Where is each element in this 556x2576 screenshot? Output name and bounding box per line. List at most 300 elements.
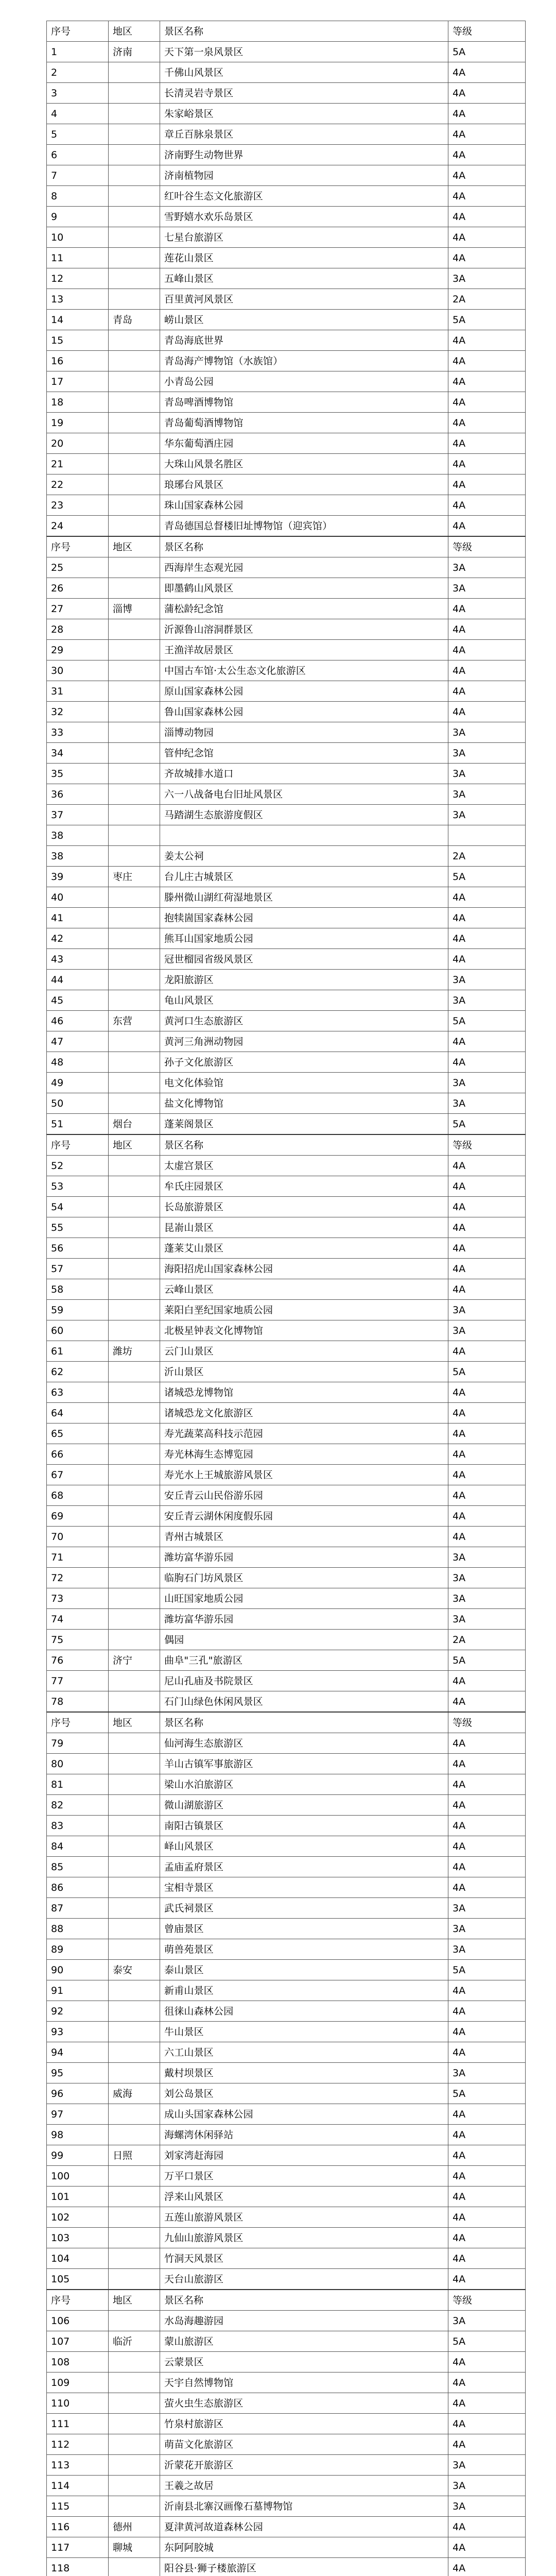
table-row [47,2063,526,2083]
cell-level: 3A [448,805,526,825]
table-row [47,433,526,454]
cell-no: 3 [47,83,109,104]
cell-name: 蓬莱阁景区 [160,1114,448,1135]
cell-no: 88 [47,1919,109,1939]
cell-region [109,2393,160,2414]
table-row [47,1403,526,1423]
cell-region [109,1939,160,1960]
cell-region: 临沂 [109,2331,160,2352]
cell-no: 52 [47,1156,109,1176]
cell-level: 3A [448,557,526,578]
cell-level: 4A [448,433,526,454]
cell-level: 4A [448,1176,526,1197]
cell-level: 4A [448,1691,526,1713]
cell-no: 96 [47,2083,109,2104]
cell-level: 4A [448,1382,526,1403]
cell-level: 4A [448,1403,526,1423]
cell-region [109,2022,160,2042]
cell-name: 大珠山风景名胜区 [160,454,448,474]
cell-region [109,1630,160,1650]
cell-no: 91 [47,1980,109,2001]
cell-name: 五莲山旅游风景区 [160,2207,448,2228]
cell-name: 浮来山风景区 [160,2187,448,2207]
header-row [47,536,526,557]
cell-name: 天宇自然博物馆 [160,2372,448,2393]
cell-name: 安丘青云湖休闲度假乐园 [160,1506,448,1527]
cell-level: 2A [448,289,526,310]
cell-level: 4A [448,392,526,413]
cell-level: 4A [448,2001,526,2022]
cell-level: 4A [448,2434,526,2455]
table-row [47,62,526,83]
cell-name: 莲花山景区 [160,248,448,268]
cell-level: 4A [448,2022,526,2042]
table-row [47,145,526,165]
cell-name: 水岛海趣游园 [160,2311,448,2331]
cell-level: 4A [448,413,526,433]
cell-name: 云蒙景区 [160,2352,448,2372]
table-row [47,2496,526,2517]
cell-name: 百里黄河风景区 [160,289,448,310]
table-row [47,1093,526,1114]
cell-no: 97 [47,2104,109,2125]
cell-level: 3A [448,2476,526,2496]
cell-level: 4A [448,1795,526,1816]
table-row [47,1465,526,1485]
cell-level: 4A [448,2517,526,2537]
cell-region [109,1980,160,2001]
cell-region [109,1816,160,1836]
cell-region [109,351,160,371]
cell-no: 13 [47,289,109,310]
cell-no: 36 [47,784,109,805]
cell-region [109,516,160,537]
cell-level: 4A [448,330,526,351]
cell-region [109,1279,160,1300]
cell-level: 3A [448,1609,526,1630]
cell-level: 4A [448,145,526,165]
cell-no: 60 [47,1320,109,1341]
cell-region [109,1052,160,1073]
cell-no: 11 [47,248,109,268]
cell-no: 53 [47,1176,109,1197]
cell-region [109,1156,160,1176]
cell-level: 4A [448,248,526,268]
cell-level: 4A [448,2372,526,2393]
cell-no: 2 [47,62,109,83]
cell-no: 86 [47,1877,109,1898]
cell-no: 112 [47,2434,109,2455]
table-row [47,1857,526,1877]
cell-region: 淄博 [109,599,160,619]
table-row [47,1774,526,1795]
cell-region [109,1527,160,1547]
cell-name: 台儿庄古城景区 [160,867,448,887]
cell-level: 4A [448,599,526,619]
cell-no: 115 [47,2496,109,2517]
cell-region [109,805,160,825]
cell-region [109,2001,160,2022]
cell-no: 64 [47,1403,109,1423]
table-row [47,2042,526,2063]
cell-region [109,1877,160,1898]
table-row [47,557,526,578]
cell-name: 戴村坝景区 [160,2063,448,2083]
cell-no: 75 [47,1630,109,1650]
table-row [47,186,526,207]
cell-level: 4A [448,908,526,928]
attraction-table [46,21,526,2576]
table-row [47,1795,526,1816]
cell-level: 3A [448,1898,526,1919]
cell-no: 116 [47,2517,109,2537]
table-row [47,784,526,805]
cell-region [109,1568,160,1588]
cell-level: 4A [448,2042,526,2063]
cell-region [109,557,160,578]
cell-region [109,1733,160,1754]
cell-name: 天下第一泉风景区 [160,42,448,62]
cell-region [109,1485,160,1506]
cell-region: 烟台 [109,1114,160,1135]
cell-level: 3A [448,1919,526,1939]
cell-no: 17 [47,371,109,392]
table-row [47,2248,526,2269]
cell-name: 东阿阿胶城 [160,2537,448,2558]
cell-level: 4A [448,1485,526,1506]
cell-region [109,1197,160,1217]
cell-region [109,970,160,990]
cell-no: 108 [47,2352,109,2372]
cell-no: 5 [47,124,109,145]
cell-region [109,2558,160,2576]
table-row [47,1919,526,1939]
cell-level: 4A [448,1980,526,2001]
cell-name: 萌兽苑景区 [160,1939,448,1960]
cell-no: 43 [47,949,109,970]
table-row [47,1382,526,1403]
cell-region [109,640,160,660]
cell-name: 即墨鹤山风景区 [160,578,448,599]
cell-name: 章丘百脉泉景区 [160,124,448,145]
cell-no: 63 [47,1382,109,1403]
cell-no: 34 [47,743,109,764]
cell-region [109,764,160,784]
cell-level: 3A [448,1568,526,1588]
table-row [47,1898,526,1919]
cell-name: 寿光水上王城旅游风景区 [160,1465,448,1485]
cell-name: 山旺国家地质公园 [160,1588,448,1609]
cell-level: 4A [448,1341,526,1362]
cell-level: 4A [448,2269,526,2290]
cell-name: 成山头国家森林公园 [160,2104,448,2125]
cell-level: 4A [448,371,526,392]
cell-name: 武氏祠景区 [160,1898,448,1919]
cell-region [109,165,160,186]
cell-level: 2A [448,1630,526,1650]
table-row [47,1609,526,1630]
cell-region [109,1857,160,1877]
cell-region [109,124,160,145]
table-row [47,1547,526,1568]
table-row [47,310,526,330]
cell-level: 3A [448,722,526,743]
cell-name: 沂南县北寨汉画像石墓博物馆 [160,2496,448,2517]
cell-name: 偶园 [160,1630,448,1650]
cell-level: 4A [448,1836,526,1857]
cell-region [109,1362,160,1382]
cell-level: 3A [448,1300,526,1320]
cell-level: 4A [448,2166,526,2187]
cell-region [109,1547,160,1568]
table-row [47,722,526,743]
cell-region [109,474,160,495]
cell-name: 刘公岛景区 [160,2083,448,2104]
table-row [47,1362,526,1382]
header-cell-region: 地区 [109,2290,160,2311]
cell-level: 5A [448,1960,526,1980]
cell-region [109,578,160,599]
cell-no: 113 [47,2455,109,2476]
cell-region [109,990,160,1011]
cell-no: 77 [47,1671,109,1691]
table-row [47,846,526,867]
cell-region [109,949,160,970]
table-row [47,1197,526,1217]
cell-no: 15 [47,330,109,351]
cell-name: 淄博动物园 [160,722,448,743]
cell-level: 4A [448,1238,526,1259]
header-row [47,1712,526,1733]
cell-no: 33 [47,722,109,743]
cell-region [109,2166,160,2187]
cell-level: 4A [448,1733,526,1754]
cell-no: 99 [47,2145,109,2166]
cell-level: 4A [448,516,526,537]
table-row [47,1588,526,1609]
cell-name: 六工山景区 [160,2042,448,2063]
cell-region [109,1671,160,1691]
cell-no: 65 [47,1423,109,1444]
cell-no: 12 [47,268,109,289]
cell-level: 4A [448,1259,526,1279]
cell-no: 42 [47,928,109,949]
cell-no: 20 [47,433,109,454]
cell-name: 潍坊富华游乐园 [160,1547,448,1568]
table-row [47,351,526,371]
cell-region [109,1176,160,1197]
cell-name: 石门山绿色休闲风景区 [160,1691,448,1713]
cell-no: 109 [47,2372,109,2393]
table-row [47,1052,526,1073]
cell-region: 济南 [109,42,160,62]
table-row [47,949,526,970]
cell-region [109,227,160,248]
table-row [47,495,526,516]
cell-region [109,1259,160,1279]
cell-no: 79 [47,1733,109,1754]
cell-region: 德州 [109,2517,160,2537]
cell-level: 3A [448,784,526,805]
cell-name: 阳谷县·狮子楼旅游区 [160,2558,448,2576]
cell-name: 王渔洋故居景区 [160,640,448,660]
table-row [47,1238,526,1259]
table-row [47,2207,526,2228]
table-row [47,2455,526,2476]
cell-name: 姜太公祠 [160,846,448,867]
cell-region [109,619,160,640]
table-row [47,2434,526,2455]
cell-no: 16 [47,351,109,371]
cell-name: 莱阳白垩纪国家地质公园 [160,1300,448,1320]
cell-name: 蓬莱艾山景区 [160,1238,448,1259]
cell-name: 太虚宫景区 [160,1156,448,1176]
cell-no: 56 [47,1238,109,1259]
cell-level: 5A [448,867,526,887]
table-row [47,289,526,310]
cell-name: 王羲之故居 [160,2476,448,2496]
cell-no: 7 [47,165,109,186]
cell-region [109,413,160,433]
table-row [47,887,526,908]
cell-no: 61 [47,1341,109,1362]
cell-region [109,268,160,289]
cell-region [109,83,160,104]
cell-region [109,846,160,867]
table-row [47,1980,526,2001]
cell-region [109,1093,160,1114]
cell-no: 46 [47,1011,109,1031]
cell-region [109,2104,160,2125]
cell-no: 66 [47,1444,109,1465]
cell-no: 55 [47,1217,109,1238]
cell-name: 熊耳山国家地质公园 [160,928,448,949]
cell-level: 4A [448,2145,526,2166]
cell-level: 3A [448,1547,526,1568]
cell-name: 青岛葡萄酒博物馆 [160,413,448,433]
cell-no: 92 [47,2001,109,2022]
cell-level: 3A [448,764,526,784]
table-row [47,1423,526,1444]
cell-region [109,2455,160,2476]
cell-name: 冠世榴园省级风景区 [160,949,448,970]
cell-region [109,1423,160,1444]
cell-level: 4A [448,474,526,495]
cell-no: 68 [47,1485,109,1506]
table-row [47,908,526,928]
cell-no: 110 [47,2393,109,2414]
cell-name: 华东葡萄酒庄园 [160,433,448,454]
cell-name: 马踏湖生态旅游度假区 [160,805,448,825]
cell-region [109,392,160,413]
cell-no: 38 [47,846,109,867]
table-row [47,1300,526,1320]
cell-level: 3A [448,1073,526,1093]
cell-no: 8 [47,186,109,207]
cell-name: 夏津黄河故道森林公园 [160,2517,448,2537]
cell-region [109,1073,160,1093]
cell-no: 38 [47,825,109,846]
table-row [47,227,526,248]
cell-region [109,2434,160,2455]
cell-name: 济南野生动物世界 [160,145,448,165]
cell-level: 4A [448,2125,526,2145]
table-row [47,867,526,887]
cell-level: 4A [448,1816,526,1836]
cell-no: 59 [47,1300,109,1320]
cell-level: 4A [448,454,526,474]
header-cell-region: 地区 [109,1134,160,1156]
cell-name: 孟庙孟府景区 [160,1857,448,1877]
cell-name: 曲阜"三孔"旅游区 [160,1650,448,1671]
table-row [47,2352,526,2372]
table-row [47,2372,526,2393]
header-cell-level: 等级 [448,1712,526,1733]
header-cell-no: 序号 [47,1712,109,1733]
cell-level: 4A [448,104,526,124]
cell-name: 青岛海产博物馆（水族馆） [160,351,448,371]
cell-level: 4A [448,1444,526,1465]
cell-region [109,2228,160,2248]
table-row [47,454,526,474]
cell-no: 98 [47,2125,109,2145]
cell-name [160,825,448,846]
cell-name: 诸城恐龙文化旅游区 [160,1403,448,1423]
cell-no: 90 [47,1960,109,1980]
cell-region: 泰安 [109,1960,160,1980]
cell-region [109,702,160,722]
cell-no: 47 [47,1031,109,1052]
cell-level: 4A [448,165,526,186]
cell-level: 3A [448,2311,526,2331]
cell-level: 3A [448,1320,526,1341]
header-row [47,21,526,42]
cell-name: 羊山古镇军事旅游区 [160,1754,448,1774]
cell-name: 安丘青云山民俗游乐园 [160,1485,448,1506]
cell-region [109,1465,160,1485]
table-row [47,1073,526,1093]
cell-name: 南阳古镇景区 [160,1816,448,1836]
cell-no: 117 [47,2537,109,2558]
cell-no: 70 [47,1527,109,1547]
cell-level: 4A [448,2558,526,2576]
cell-region [109,2207,160,2228]
cell-name: 蒲松龄纪念馆 [160,599,448,619]
table-row [47,599,526,619]
cell-no: 101 [47,2187,109,2207]
cell-no: 94 [47,2042,109,2063]
cell-level: 4A [448,1423,526,1444]
cell-region [109,1754,160,1774]
table-row [47,165,526,186]
cell-name: 青岛啤酒博物馆 [160,392,448,413]
table-row [47,805,526,825]
cell-region: 枣庄 [109,867,160,887]
cell-level: 4A [448,1506,526,1527]
table-row [47,1011,526,1031]
cell-name: 原山国家森林公园 [160,681,448,702]
cell-no: 84 [47,1836,109,1857]
cell-name: 珠山国家森林公园 [160,495,448,516]
cell-level: 5A [448,42,526,62]
table-row [47,1156,526,1176]
cell-level: 4A [448,640,526,660]
cell-level: 4A [448,1217,526,1238]
table-row [47,640,526,660]
table-row [47,1650,526,1671]
table-row [47,660,526,681]
cell-no: 28 [47,619,109,640]
